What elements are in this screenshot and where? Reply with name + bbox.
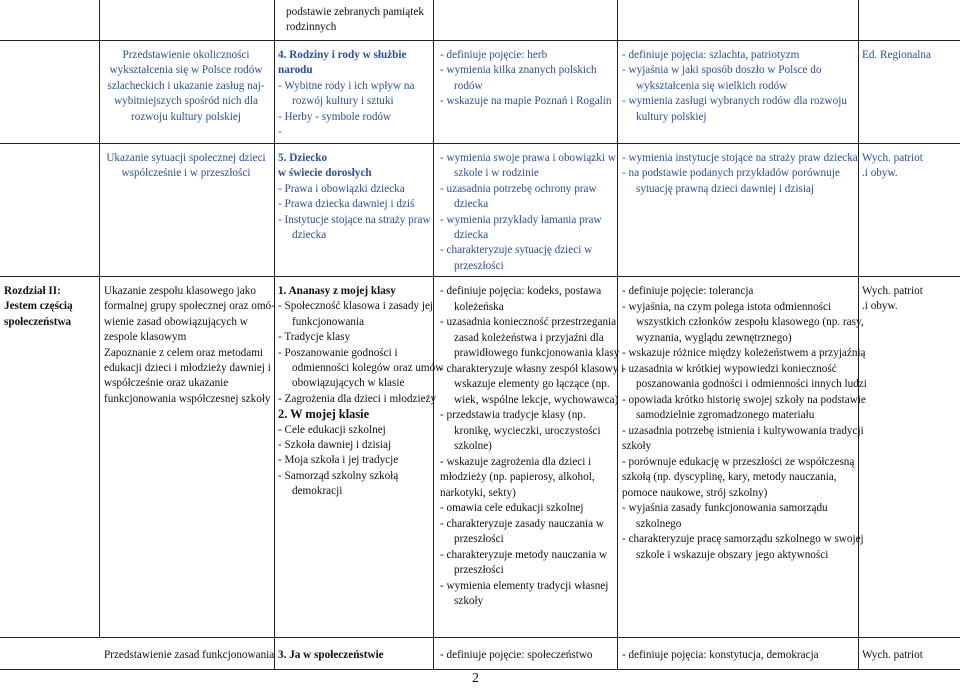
text-line: - definiuje pojęcia: kodeks, postawa: [440, 285, 602, 297]
text-line: pomoce naukowe, strój szkolny): [622, 486, 768, 499]
text-line: -: [278, 126, 282, 139]
page-number: 2: [472, 671, 479, 686]
text-line: - charakteryzuje zasady nauczania w: [440, 517, 604, 530]
text-line: - wyjaśnia, na czym polega istota odmienności: [622, 300, 832, 313]
rodziny-col2-cell: [278, 48, 414, 140]
text-line: - wymienia zasługi wybranych rodów dla rozwoju: [622, 95, 847, 108]
text-line: Przedstawienie okoliczności: [122, 49, 250, 61]
text-line: dziecka: [454, 229, 489, 242]
rodziny-col3-cell: [440, 48, 612, 110]
text-line: wykształcenia się w Polsce rodów: [109, 64, 263, 77]
text-line: wyznania, wyglądu zewnętrznego): [636, 331, 792, 344]
text-line: poszanowania godności i odmienności innych ludzi: [636, 378, 867, 390]
text-line: - Poszanowanie godności i: [278, 346, 398, 359]
text-line: szkolne): [454, 440, 492, 452]
text-line: szlacheckich i ukazanie zasług naj-: [107, 79, 265, 92]
text-line: szkoły: [454, 595, 484, 607]
column-divider: [99, 0, 100, 637]
text-line: współcześnie i w przeszłości: [121, 167, 251, 180]
text-line: wykształcenia się wielkich rodów: [636, 79, 788, 92]
text-line: - wskazuje zagrożenia dla dzieci i: [440, 455, 592, 468]
text-line: rozwoju kultury polskiej: [131, 110, 241, 123]
section-title: 5. Dziecko: [278, 152, 328, 164]
text-line: szkolnego: [636, 517, 682, 530]
text-line: .i obyw.: [862, 167, 898, 180]
text-line: - wymienia elementy tradycji własnej: [440, 579, 609, 592]
spoleczenstwo-col3-cell: [440, 648, 593, 663]
text-line: Ukazanie zespołu klasowego jako: [104, 285, 256, 297]
text-line: wiek, wspólne lekcje, wychowawca): [454, 393, 619, 406]
text-line: - charakteryzuje metody nauczania w: [440, 548, 608, 561]
text-line: - wymienia kilka znanych polskich: [440, 64, 597, 77]
text-line: - przedstawia tradycje klasy (np.: [440, 409, 586, 421]
section-title: 3. Ja w społeczeństwie: [278, 649, 384, 661]
text-line: wskazuje elementy go łączące (np.: [454, 378, 610, 390]
text-line: Przedstawienie zasad funkcjonowania: [104, 649, 275, 661]
text-line: szkole i wskazuje obszary jego aktywności: [636, 548, 829, 561]
text-line: rodzinnych: [286, 21, 337, 34]
text-line: - Tradycje klasy: [278, 331, 351, 344]
text-line: Wych. patriot: [862, 152, 923, 164]
klasa-col5-cell: [862, 284, 923, 315]
text-line: - porównuje edukację w przeszłości ze współczesną: [622, 455, 855, 468]
top-col2-cell: [286, 5, 424, 36]
text-line: - wskazuje różnice między koleżeństwem a przyjaźnią: [622, 347, 866, 359]
text-line: kultury polskiej: [636, 110, 707, 123]
text-line: przeszłości: [454, 564, 504, 576]
text-line: - uzasadnia potrzebę ochrony praw: [440, 182, 597, 195]
text-line: narkotyki, sekty): [440, 486, 516, 499]
row-divider: [0, 143, 960, 144]
text-line: dziecka: [292, 229, 327, 242]
row-divider: [0, 669, 960, 670]
row-divider: [0, 637, 960, 638]
section-title: 4. Rodziny i rody w służbie: [278, 49, 407, 61]
text-line: wszystkich członków zespołu klasowego (np. rasy,: [636, 316, 864, 328]
text-line: Wych. patriot: [862, 649, 923, 661]
text-line: edukacji dzieci i młodzieży dawniej i: [104, 362, 271, 375]
text-line: - charakteryzuje własny zespół klasowy i: [440, 362, 625, 375]
text-line: młodzieży (np. papierosy, alkohol,: [440, 471, 595, 483]
klasa-col3-cell: [440, 284, 624, 610]
section-title: 1. Ananasy z mojej klasy: [278, 285, 396, 297]
text-line: dziecka: [454, 198, 489, 211]
text-line: - definiuje pojęcie: herb: [440, 49, 548, 61]
row-divider: [0, 276, 960, 277]
dziecko-col3-cell: [440, 151, 616, 274]
text-line: rodów: [454, 79, 483, 92]
chapter-title: Jestem częścią: [4, 300, 73, 313]
text-line: - definiuje pojęcie: społeczeństwo: [440, 649, 593, 661]
text-line: - Samorząd szkolny szkołą: [278, 469, 399, 482]
text-line: - Cele edukacji szkolnej: [278, 423, 386, 436]
spoleczenstwo-col5-cell: [862, 648, 923, 663]
section-title: w świecie dorosłych: [278, 167, 372, 180]
text-line: funkcjonowania: [292, 315, 365, 328]
text-line: - definiuje pojęcia: szlachta, patriotyzm: [622, 49, 800, 61]
spoleczenstwo-col1-cell: [104, 648, 274, 663]
text-line: przeszłości: [454, 259, 504, 272]
text-line: .i obyw.: [862, 300, 898, 313]
text-line: koleżeńska: [454, 300, 504, 313]
text-line: zasad koleżeństwa i przyjaźni dla: [454, 331, 604, 344]
text-line: - wyjaśnia w jaki sposób doszło w Polsce do: [622, 64, 822, 77]
section-title: narodu: [278, 64, 313, 77]
rodziny-col5-cell: [862, 48, 931, 63]
text-line: odmienności kolegów oraz umów: [292, 362, 444, 375]
text-line: formalnej grupy społecznej oraz omó-: [104, 300, 275, 313]
dziecko-col2-cell: [278, 151, 431, 243]
text-line: - Społeczność klasowa i zasady jej: [278, 300, 434, 313]
text-line: - uzasadnia potrzebę istnienia i kultywowania tradycji: [622, 424, 864, 437]
text-line: Ed. Regionalna: [862, 49, 931, 61]
text-line: - Prawa dziecka dawniej i dziś: [278, 198, 415, 211]
text-line: szkołą (np. dyscyplinę, kary, metody nauczania,: [622, 471, 837, 483]
text-line: podstawie zebranych pamiątek: [286, 6, 424, 18]
rozdzial-heading-cell: [4, 284, 73, 330]
rodziny-col4-cell: [622, 48, 847, 125]
text-line: kronikę, wycieczki, uroczystości: [454, 424, 601, 437]
text-line: - definiuje pojęcie: tolerancja: [622, 285, 754, 297]
text-line: - Szkoła dawniej i dzisiaj: [278, 439, 392, 452]
text-line: - charakteryzuje pracę samorządu szkolnego w swojej: [622, 533, 864, 545]
text-line: samodzielnie zgromadzonego materiału: [636, 409, 815, 421]
text-line: obowiązujących w klasie: [292, 377, 405, 390]
text-line: - Wybitne rody i ich wpływ na: [278, 79, 415, 92]
text-line: szkole i w rodzinie: [454, 167, 539, 180]
text-line: - uzasadnia konieczność przestrzegania: [440, 316, 617, 328]
text-line: przeszłości: [454, 533, 504, 545]
text-line: Zapoznanie z celem oraz metodami: [104, 346, 264, 359]
text-line: wybitniejszych spośród nich dla: [114, 95, 258, 108]
text-line: - wymienia instytucje stojące na straży praw dziecka: [622, 152, 858, 164]
text-line: - Instytucje stojące na straży praw: [278, 213, 431, 226]
spoleczenstwo-col4-cell: [622, 648, 819, 663]
text-line: - omawia cele edukacji szkolnej: [440, 502, 584, 514]
text-line: - wskazuje na mapie Poznań i Rogalin: [440, 95, 612, 108]
text-line: - Moja szkoła i jej tradycje: [278, 454, 399, 467]
row-divider: [0, 40, 960, 41]
text-line: zespole klasowym: [104, 331, 187, 344]
dziecko-col4-cell: [622, 151, 858, 197]
text-line: wienie zasad obowiązujących w: [104, 315, 248, 328]
text-line: - wyjaśnia zasady funkcjonowania samorządu: [622, 502, 828, 514]
text-line: - Zagrożenia dla dzieci i młodzieży: [278, 392, 437, 405]
text-line: Wych. patriot: [862, 285, 923, 297]
chapter-title: społeczeństwa: [4, 315, 72, 328]
rodziny-col1-cell: [104, 48, 268, 125]
text-line: demokracji: [292, 485, 343, 498]
text-line: szkoły: [622, 440, 652, 452]
text-line: - na podstawie podanych przykładów porównuje: [622, 167, 840, 180]
spoleczenstwo-col2-cell: [278, 648, 384, 663]
text-line: - Herby - symbole rodów: [278, 110, 392, 123]
text-line: funkcjonowania współczesnej szkoły: [104, 392, 271, 405]
text-line: sytuację prawną dzieci dawniej i dzisiaj: [636, 182, 814, 195]
text-line: - uzasadnia w krótkiej wypowiedzi konieczność: [622, 362, 837, 375]
text-line: prawidłowego funkcjonowania klasy: [454, 347, 620, 359]
text-line: - definiuje pojęcia: konstytucja, demokracja: [622, 649, 819, 661]
dziecko-col1-cell: [104, 151, 268, 182]
text-line: współcześnie oraz ukazanie: [104, 377, 229, 390]
text-line: Ukazanie sytuacji społecznej dzieci: [106, 152, 266, 164]
dziecko-col5-cell: [862, 151, 923, 182]
text-line: - wymienia przykłady łamania praw: [440, 213, 602, 226]
chapter-title: Rozdział II:: [4, 285, 61, 297]
text-line: - Prawa i obowiązki dziecka: [278, 182, 405, 195]
text-line: - wymienia swoje prawa i obowiązki w: [440, 152, 616, 164]
text-line: rozwój kultury i sztuki: [292, 95, 394, 108]
section-title: 2. W mojej klasie: [278, 407, 370, 422]
text-line: - opowiada krótko historię swojej szkoły na podstawie: [622, 393, 866, 406]
klasa-col1-cell: [104, 284, 275, 407]
klasa-col4-cell: [622, 284, 867, 563]
text-line: - charakteryzuje sytuację dzieci w: [440, 244, 593, 257]
klasa-col2-cell: [278, 284, 443, 500]
